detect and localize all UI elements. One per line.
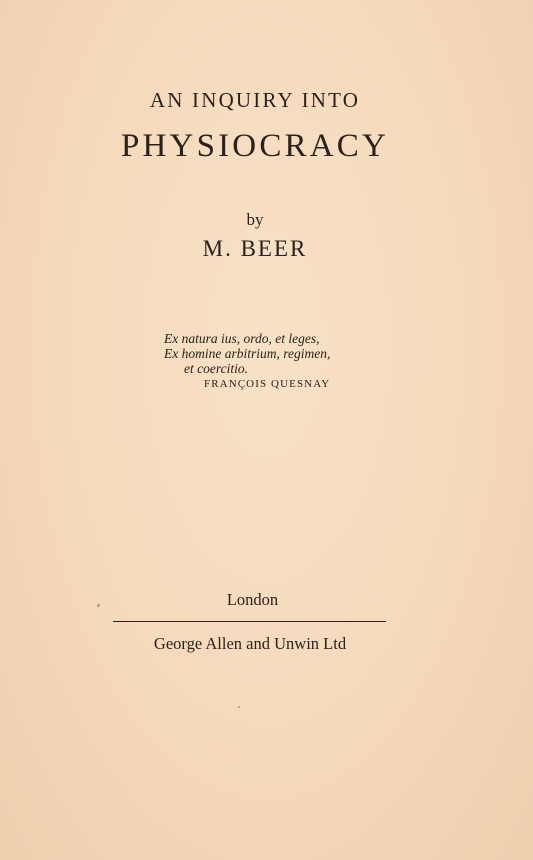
epigraph-line: Ex natura ius, ordo, et leges,	[164, 331, 320, 346]
epigraph-line: et coercitio.	[184, 361, 248, 376]
paper-speck	[238, 706, 240, 708]
epigraph	[164, 331, 384, 392]
book-title: PHYSIOCRACY	[120, 128, 390, 164]
paper-speck	[97, 604, 100, 607]
author-name: M. BEER	[202, 236, 308, 261]
book-subtitle: AN INQUIRY INTO	[149, 88, 361, 112]
imprint-publisher: George Allen and Unwin Ltd	[153, 634, 347, 653]
byline: by	[246, 210, 264, 229]
imprint-city: London	[226, 590, 279, 609]
imprint-divider	[113, 621, 386, 622]
epigraph-line: Ex homine arbitrium, regimen,	[164, 346, 331, 361]
epigraph-attribution: FRANÇOIS QUESNAY	[204, 378, 331, 390]
